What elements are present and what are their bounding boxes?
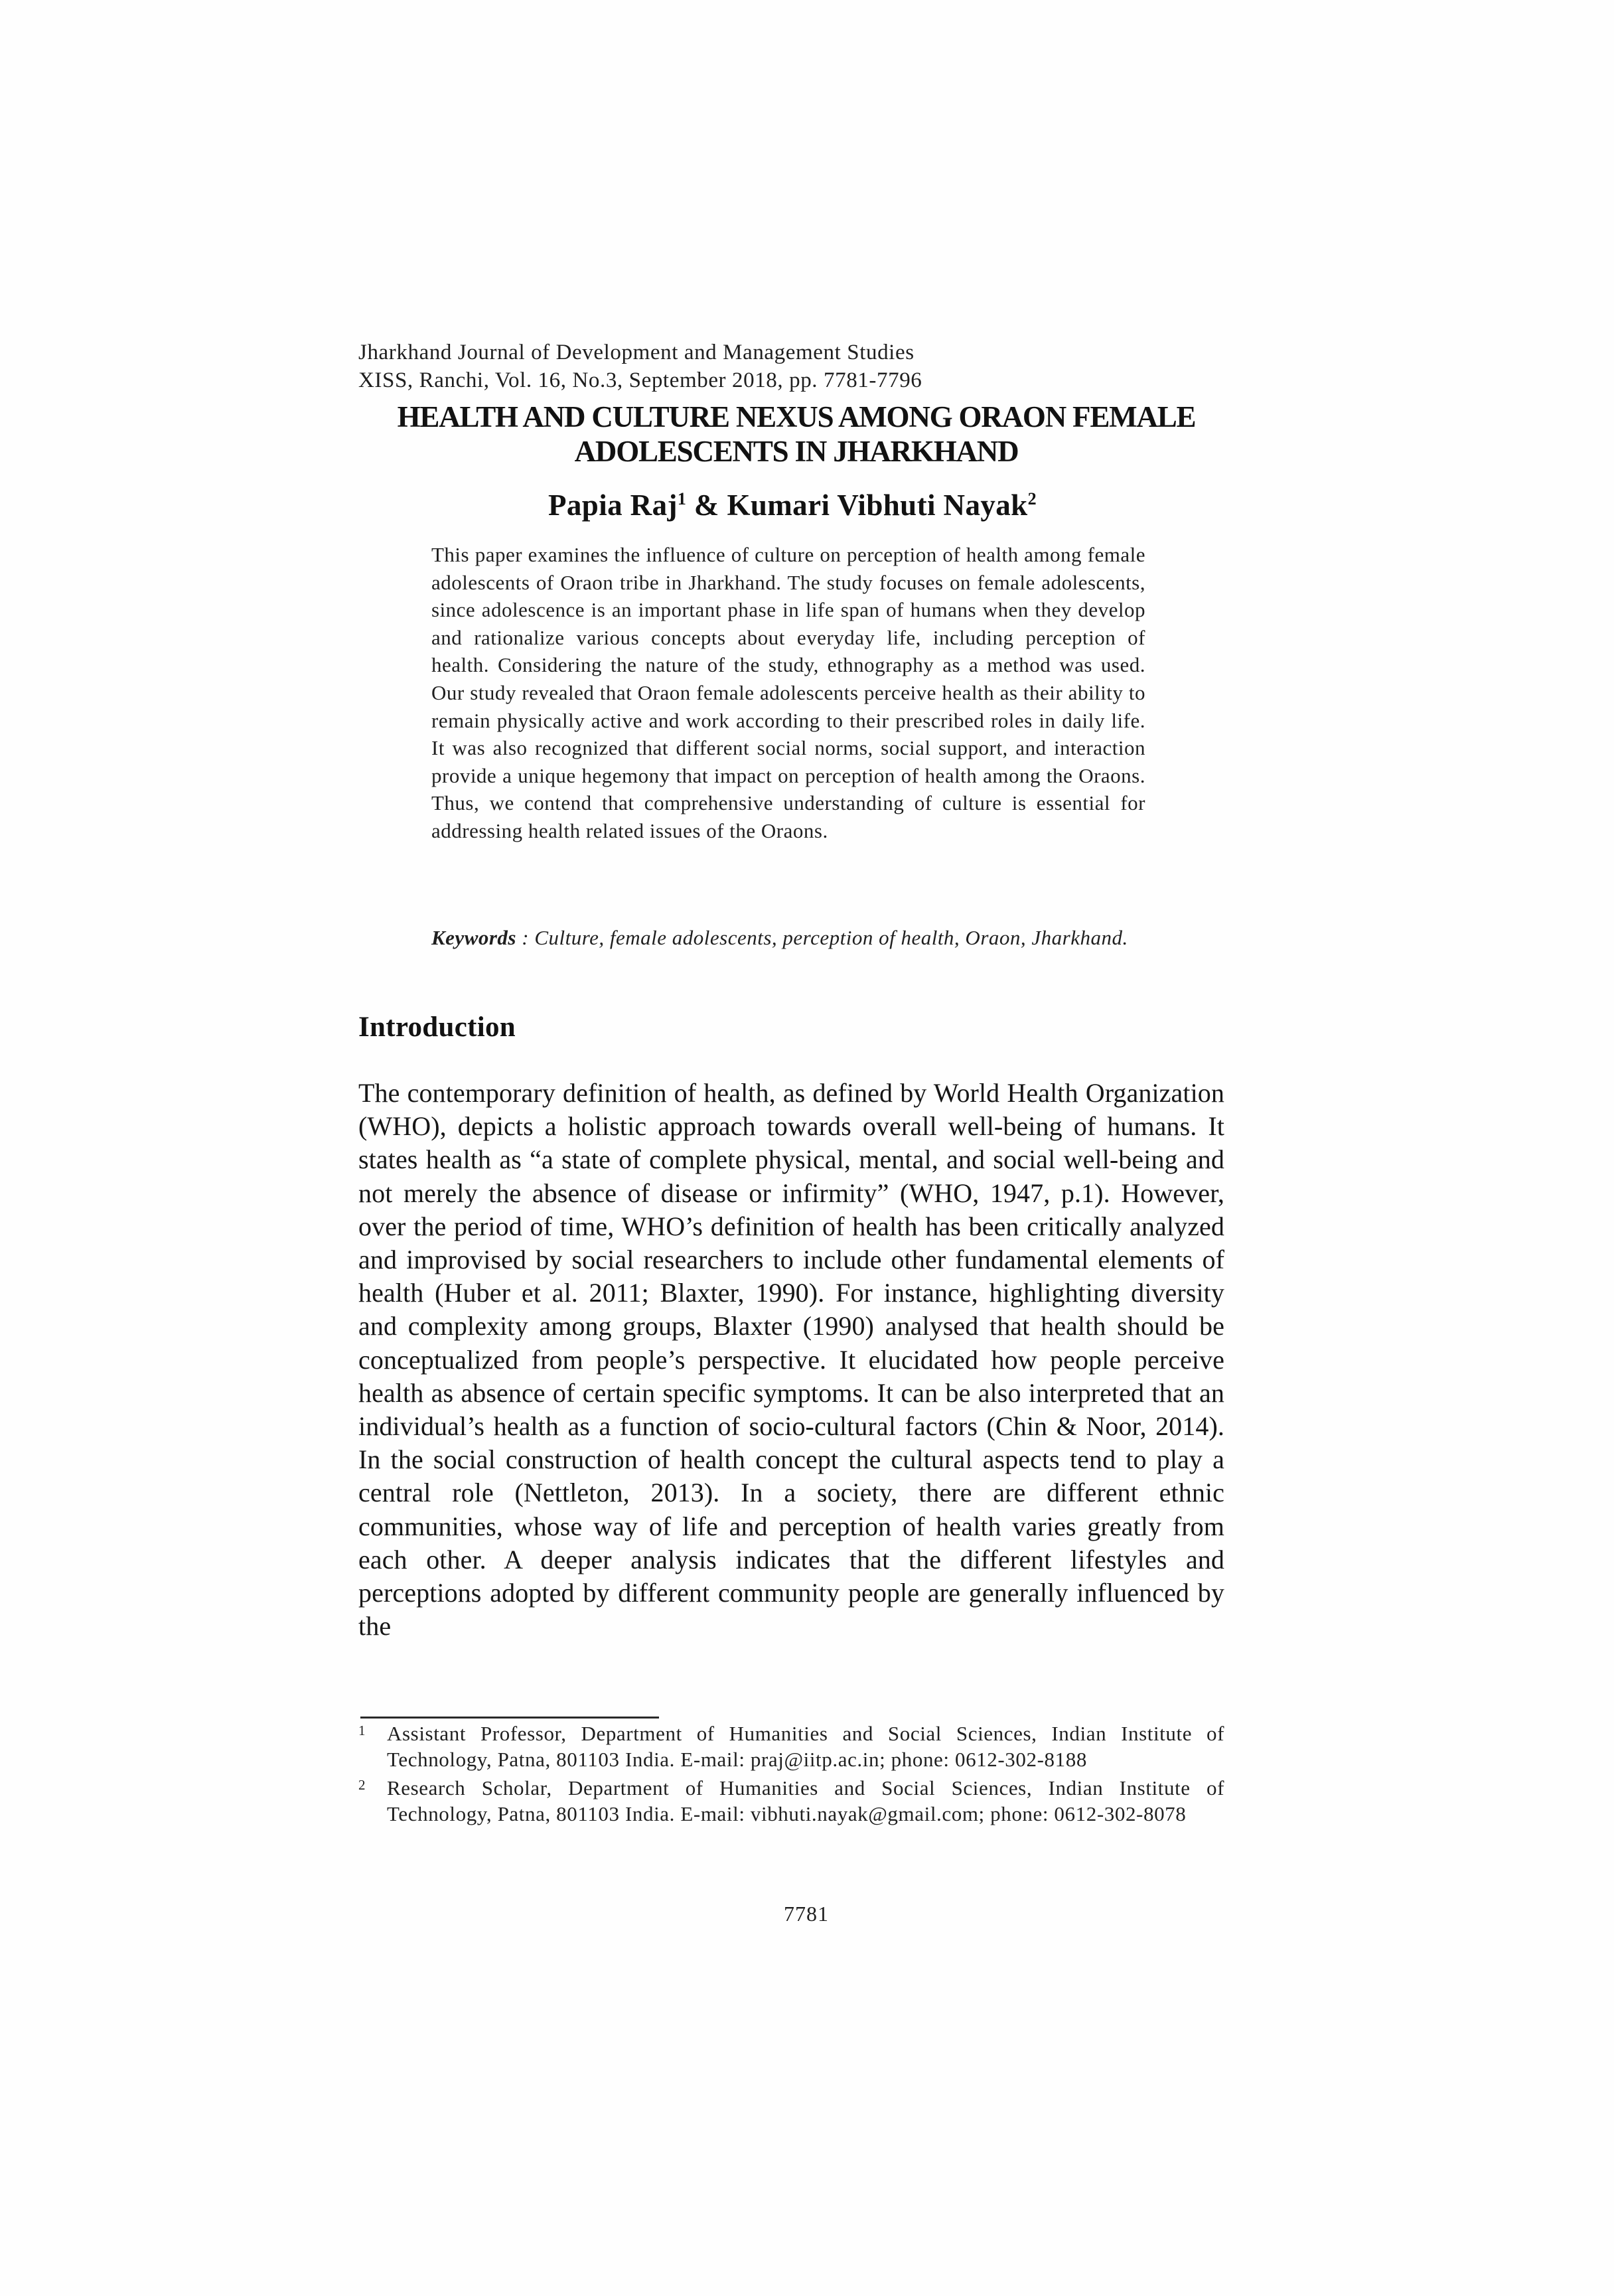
author-2-footnote-mark: 2 xyxy=(1027,489,1037,508)
author-line xyxy=(358,487,1226,524)
footnote-divider xyxy=(360,1717,659,1719)
paper-title xyxy=(292,400,1301,469)
author-1-name: Papia Raj xyxy=(548,489,678,522)
footnote-2-text: Research Scholar, Department of Humanities and Social Sciences, Indian Institute of Technology, Patna, 801103 India. E-mail: vibhuti.nayak@gmail.com; phone: 0612-302-8078 xyxy=(387,1776,1224,1825)
paper-title-line-1: HEALTH AND CULTURE NEXUS AMONG ORAON FEMALE xyxy=(397,400,1196,433)
journal-issue: XISS, Ranchi, Vol. 16, No.3, September 2018, pp. 7781-7796 xyxy=(358,368,922,392)
paper-title-line-2: ADOLESCENTS IN JHARKHAND xyxy=(574,435,1019,468)
keywords xyxy=(431,924,1145,951)
introduction-paragraph: The contemporary definition of health, as defined by World Health Organization (WHO), depicts a holistic approach towards overall well-being of humans. It states health as “a state of complete physical, mental, and social well-being and not merely the absence of disease or infirmity” (WHO, 1947, p.1). However, over the period of time, WHO’s definition of health has been critically analyzed and improvised by social researchers to include other fundamental elements of health (Huber et al. 2011; Blaxter, 1990). For instance, highlighting diversity and complexity among groups, Blaxter (1990) analysed that health should be conceptualized from people’s perspective. It elucidated how people perceive health as absence of certain specific symptoms. It can be also interpreted that an individual’s health as a function of socio-cultural factors (Chin & Noor, 2014). In the social construction of health concept the cultural aspects tend to play a central role (Nettleton, 2013). In a society, there are different ethnic communities, whose way of life and perception of health varies greatly from each other. A deeper analysis indicates that the different lifestyles and perceptions adopted by different community people are generally influenced by the xyxy=(358,1078,1224,1642)
footnote-2 xyxy=(358,1775,1224,1827)
keywords-label: Keywords xyxy=(431,926,516,949)
footnote-1-text: Assistant Professor, Department of Humanities and Social Sciences, Indian Institute of Technology, Patna, 801103 India. E-mail: praj@iitp.ac.in; phone: 0612-302-8188 xyxy=(387,1722,1224,1771)
section-heading-introduction: Introduction xyxy=(358,1012,516,1043)
author-separator: & xyxy=(686,489,727,522)
footnote-1-mark: 1 xyxy=(358,1722,366,1738)
abstract: This paper examines the influence of culture on perception of health among female adolescents of Oraon tribe in Jharkhand. The study focuses on female adolescents, since adolescence is an important phase in life span of humans when they develop and rationalize various concepts about everyday life, including perception of health. Considering the nature of the study, ethnography as a method was used. Our study revealed that Oraon female adolescents perceive health as their ability to remain physically active and work according to their prescribed roles in daily life. It was also recognized that different social norms, social support, and interaction provide a unique hegemony that impact on perception of health among the Oraons. Thus, we contend that comprehensive understanding of culture is essential for addressing health related issues of the Oraons. xyxy=(431,543,1145,842)
footnotes xyxy=(358,1721,1224,1829)
author-1-footnote-mark: 1 xyxy=(677,489,687,508)
footnote-2-mark: 2 xyxy=(358,1777,366,1793)
footnote-1 xyxy=(358,1721,1224,1772)
journal-name: Jharkhand Journal of Development and Management Studies xyxy=(358,341,915,364)
journal-header xyxy=(358,339,1221,394)
author-2-name: Kumari Vibhuti Nayak xyxy=(727,489,1028,522)
keywords-list: : Culture, female adolescents, perception of health, Oraon, Jharkhand. xyxy=(516,926,1128,949)
page-number: 7781 xyxy=(784,1902,829,1926)
